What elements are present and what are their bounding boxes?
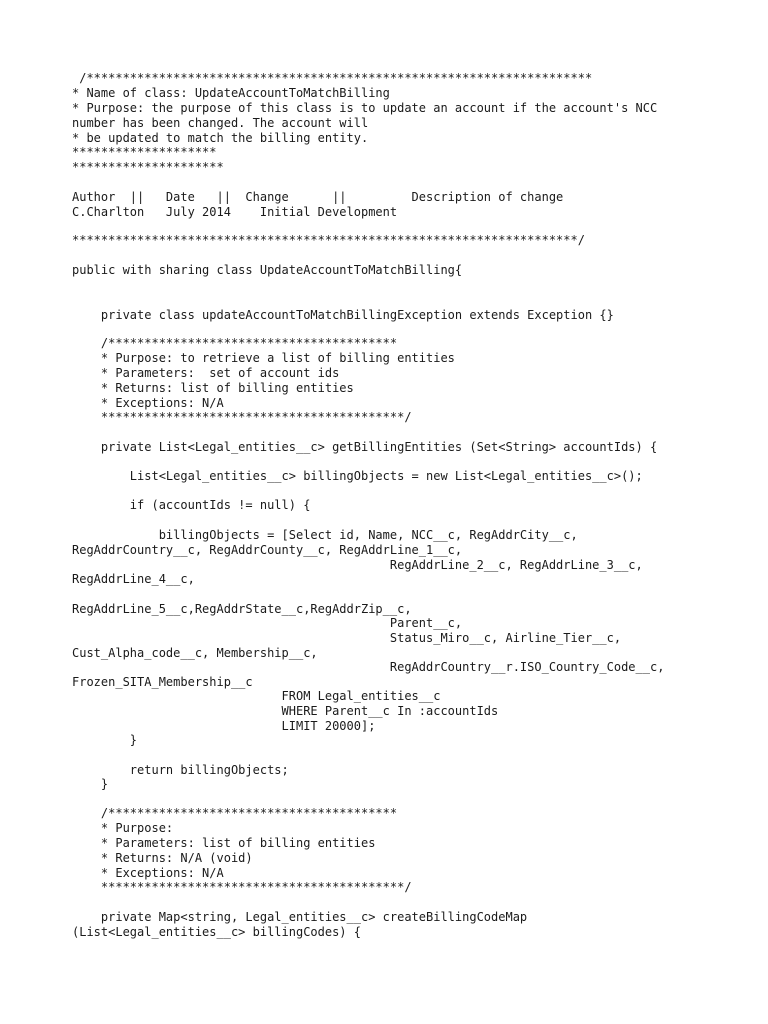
code-line: C.Charlton July 2014 Initial Development	[72, 205, 398, 219]
code-line: LIMIT 20000];	[72, 719, 376, 733]
code-line: /****************************************	[72, 806, 398, 820]
code-line: * Returns: list of billing entities	[72, 381, 354, 395]
code-line: /****************************************	[72, 336, 398, 350]
code-line: }	[72, 733, 138, 747]
code-line: ********************	[72, 145, 217, 159]
code-line: return billingObjects;	[72, 763, 289, 777]
code-line: * Purpose: the purpose of this class is to update an account if the account's NCC	[72, 101, 658, 115]
code-line: * Name of class: UpdateAccountToMatchBilling	[72, 86, 390, 100]
code-line: Status_Miro__c, Airline_Tier__c,	[72, 631, 622, 645]
code-line: ******************************************/	[72, 410, 412, 424]
code-line: RegAddrCountry__r.ISO_Country_Code__c,	[72, 660, 665, 674]
code-line: *********************	[72, 160, 224, 174]
code-line: Parent__c,	[72, 616, 463, 630]
code-line: * Purpose: to retrieve a list of billing entities	[72, 351, 455, 365]
code-line: RegAddrLine_5__c,RegAddrState__c,RegAddrZip__c,	[72, 602, 412, 616]
code-line: number has been changed. The account will	[72, 116, 369, 130]
code-line: }	[72, 777, 109, 791]
code-line: public with sharing class UpdateAccountToMatchBilling{	[72, 263, 463, 277]
code-line: WHERE Parent__c In :accountIds	[72, 704, 499, 718]
code-line: * be updated to match the billing entity.	[72, 131, 369, 145]
code-line: * Purpose:	[72, 821, 174, 835]
code-line: private Map<string, Legal_entities__c> createBillingCodeMap	[72, 910, 528, 924]
code-line: Frozen_SITA_Membership__c	[72, 675, 253, 689]
code-line: **********************************************************************/	[72, 233, 585, 247]
code-line: * Exceptions: N/A	[72, 866, 224, 880]
code-line: if (accountIds != null) {	[72, 498, 311, 512]
code-line: FROM Legal_entities__c	[72, 689, 441, 703]
code-line: Cust_Alpha_code__c, Membership__c,	[72, 646, 318, 660]
code-line: List<Legal_entities__c> billingObjects = new List<Legal_entities__c>();	[72, 469, 643, 483]
code-line: private class updateAccountToMatchBillingException extends Exception {}	[72, 308, 614, 322]
code-line: * Returns: N/A (void)	[72, 851, 253, 865]
code-line: ******************************************/	[72, 880, 412, 894]
code-line: private List<Legal_entities__c> getBillingEntities (Set<String> accountIds) {	[72, 440, 658, 454]
code-line: (List<Legal_entities__c> billingCodes) {	[72, 925, 361, 939]
code-line: * Parameters: set of account ids	[72, 366, 340, 380]
code-line: RegAddrLine_4__c,	[72, 572, 195, 586]
code-line: Author || Date || Change || Description of change	[72, 190, 564, 204]
code-line: * Parameters: list of billing entities	[72, 836, 376, 850]
code-line: * Exceptions: N/A	[72, 396, 224, 410]
code-line: RegAddrLine_2__c, RegAddrLine_3__c,	[72, 558, 643, 572]
code-line: /**********************************************************************	[72, 71, 593, 85]
code-line: RegAddrCountry__c, RegAddrCounty__c, RegAddrLine_1__c,	[72, 543, 463, 557]
code-line: billingObjects = [Select id, Name, NCC__c, RegAddrCity__c,	[72, 528, 578, 542]
